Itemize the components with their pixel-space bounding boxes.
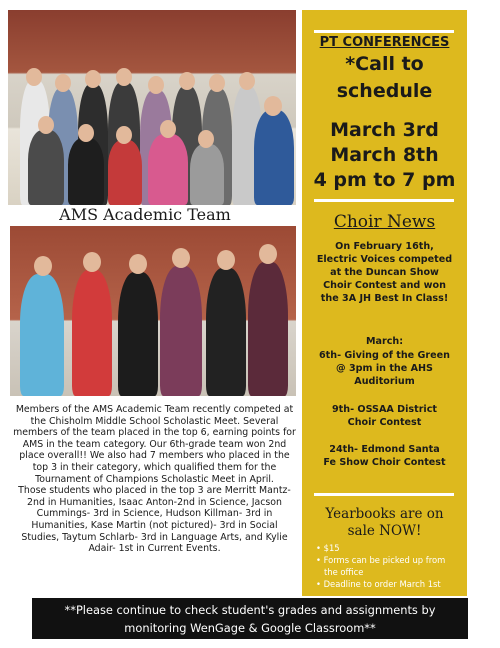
group-photo (8, 10, 296, 205)
footer-reminder (32, 598, 468, 639)
student-figure (160, 266, 202, 396)
student-figure (20, 274, 64, 396)
divider (314, 30, 454, 33)
academic-team-caption: AMS Academic Team (59, 205, 231, 224)
student-figure (254, 110, 294, 205)
article-paragraph: Those students who placed in the top 3 are Merritt Mantz- 2nd in Humanities, Isaac Anton-2nd in Science, Jacson Cummings- 3rd in Science, Hudson Killman- 3rd in Humanities, Kase Martin (not pictured)- 3rd in Social Studies, Taytum Schlarb- 3rd in Language Arts, and Kylie Adair- 1st in Current Events. (18, 485, 291, 555)
student-figure (206, 268, 246, 396)
choir-intro: On February 16th, Electric Voices competed at the Duncan Show Choir Contest and won the 3A JH Best In Class! (316, 241, 453, 304)
choir-news-heading: Choir News (333, 212, 436, 232)
team-photo (10, 226, 296, 396)
yearbook-bullet: • Forms can be picked up from the office (316, 555, 446, 577)
divider (314, 493, 454, 496)
call-to-schedule: *Call to schedule (336, 53, 433, 102)
student-figure (148, 134, 188, 205)
student-figure (190, 144, 224, 205)
conference-date: March 3rd (330, 119, 439, 141)
choir-event: 9th- OSSAA District Choir Contest (332, 404, 437, 428)
student-figure (28, 130, 64, 205)
announcements-sidebar (302, 10, 467, 596)
conference-time: 4 pm to 7 pm (313, 169, 456, 191)
student-figure (108, 140, 142, 205)
student-figure (118, 272, 158, 396)
yearbooks-heading: Yearbooks are on sale NOW! (325, 506, 444, 539)
choir-march-label: March: (365, 336, 404, 347)
article-paragraph: Members of the AMS Academic Team recently competed at the Chisholm Middle School Scholastic Meet. Several members of the team placed in the top 6, earning points for AMS in the team category. Our 6th-grade team won 2nd place overall!! We also had 7 members who placed in the top 3 in their category, which qualified them for the Tournament of Champions Scholastic Meet in April. (13, 404, 296, 485)
academic-team-article (12, 404, 297, 555)
yearbook-details (316, 542, 456, 590)
yearbook-bullet: • Deadline to order March 1st (316, 579, 441, 589)
choir-event: 6th- Giving of the Green @ 3pm in the AHS Auditorium (319, 350, 450, 387)
choir-event: 24th- Edmond Santa Fe Show Choir Contest (323, 444, 446, 468)
divider (314, 199, 454, 202)
student-figure (72, 270, 112, 396)
footer-text: **Please continue to check student's grades and assignments by monitoring WenGage & Google Classroom** (64, 602, 436, 635)
student-figure (68, 138, 104, 205)
conferences-heading: PT CONFERENCES (319, 35, 450, 50)
student-figure (248, 262, 288, 396)
yearbook-bullet: • $15 (316, 543, 340, 553)
conference-date: March 8th (330, 144, 439, 166)
